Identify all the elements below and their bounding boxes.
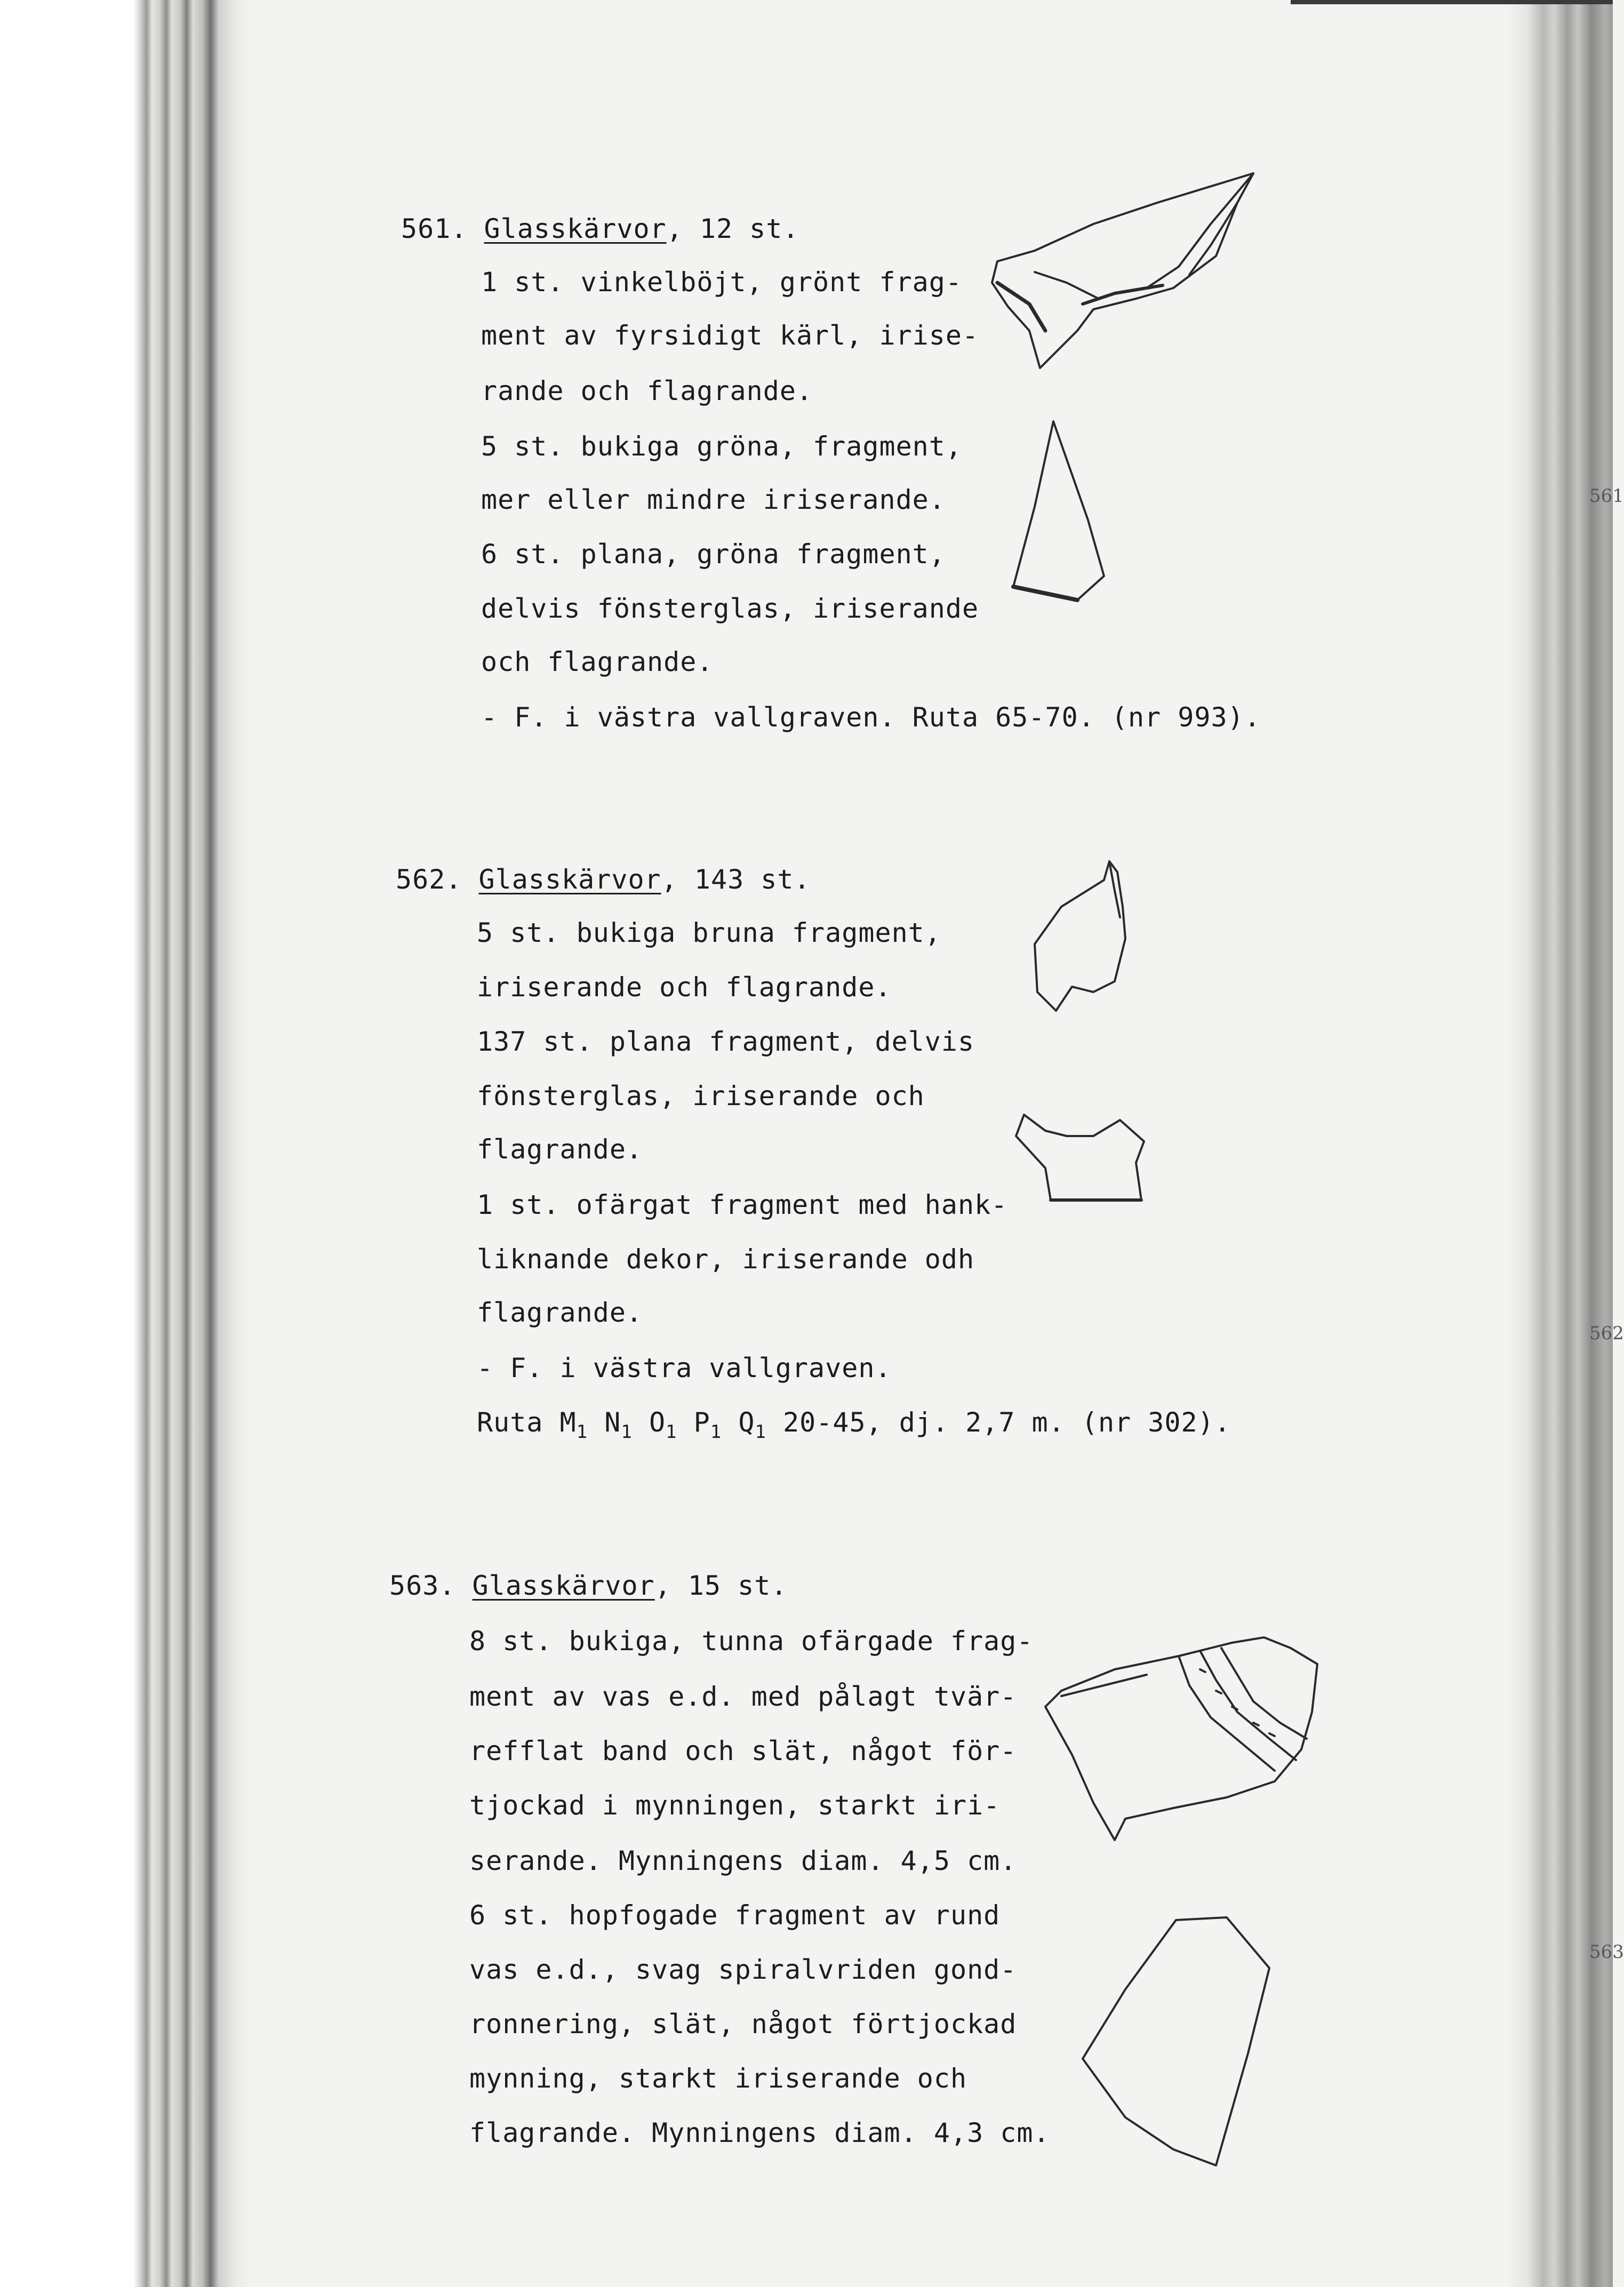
entry-text-line: ronnering, slät, något förtjockad bbox=[469, 2009, 1017, 2040]
entry-text-line: mer eller mindre iriserande. bbox=[481, 484, 946, 515]
entry-text-line: - F. i västra vallgraven. Ruta 65-70. (nr 993). bbox=[481, 702, 1261, 733]
book-page-stack bbox=[0, 0, 251, 2287]
entry-text-line: 1 st. ofärgat fragment med hank- bbox=[477, 1189, 1008, 1220]
entry-text-line: 8 st. bukiga, tunna ofärgade frag- bbox=[469, 1626, 1034, 1657]
entry-text-line: mynning, starkt iriserande och bbox=[469, 2063, 967, 2094]
entry-heading bbox=[396, 863, 811, 896]
glass-fragment-sketch bbox=[987, 171, 1264, 373]
entry-text-line: liknande dekor, iriserande odh bbox=[477, 1244, 975, 1275]
entry-text-line: refflat band och slät, något för- bbox=[469, 1736, 1017, 1766]
margin-mark-561: 561 bbox=[1589, 485, 1624, 507]
glass-fragment-sketch bbox=[1003, 416, 1120, 608]
ruta-square: $M_1$ bbox=[559, 1407, 588, 1443]
margin-mark-563: 563 bbox=[1589, 1941, 1624, 1963]
entry-text-line: tjockad i mynningen, starkt iri- bbox=[469, 1790, 1001, 1821]
ruta-square: $Q_1$ bbox=[738, 1407, 766, 1443]
entry-text-line: 1 st. vinkelböjt, grönt frag- bbox=[481, 267, 962, 298]
entry-text-line: flagrande. bbox=[477, 1134, 643, 1165]
entry-heading bbox=[401, 212, 799, 245]
entry-title: Glasskärvor bbox=[472, 1570, 655, 1601]
entry-text-line: ment av vas e.d. med pålagt tvär- bbox=[469, 1681, 1017, 1712]
glass-fragment-sketch bbox=[1013, 1109, 1152, 1211]
entry-text-line: fönsterglas, iriserande och bbox=[477, 1081, 925, 1111]
entry-text-line: 6 st. hopfogade fragment av rund bbox=[469, 1900, 1001, 1931]
ruta-square: $P_1$ bbox=[693, 1407, 722, 1443]
entry-text-line: vas e.d., svag spiralvriden gond- bbox=[469, 1954, 1017, 1985]
entry-text-line: flagrande. bbox=[477, 1297, 643, 1328]
entry-text-line: 5 st. bukiga gröna, fragment, bbox=[481, 431, 962, 462]
entry-number: 562. bbox=[396, 864, 462, 895]
margin-mark-562: 562 bbox=[1589, 1323, 1624, 1344]
entry-text-line: ment av fyrsidigt kärl, irise- bbox=[481, 320, 979, 351]
entry-text-line: - F. i västra vallgraven. bbox=[477, 1353, 892, 1384]
entry-number: 561. bbox=[401, 213, 468, 244]
ruta-line: Ruta $M_1$ $N_1$ $O_1$ $P_1$ $Q_1$ 20-45, dj. 2,7 m. (nr 302). bbox=[477, 1407, 1231, 1443]
entry-text-line: flagrande. Mynningens diam. 4,3 cm. bbox=[469, 2117, 1050, 2148]
glass-fragment-sketch bbox=[1029, 859, 1136, 1019]
entry-text-line: 137 st. plana fragment, delvis bbox=[477, 1026, 975, 1057]
entry-count: , 15 st. bbox=[654, 1570, 788, 1601]
entry-text-line: rande och flagrande. bbox=[481, 375, 813, 406]
entry-title: Glasskärvor bbox=[484, 213, 667, 244]
entry-text-line: serande. Mynningens diam. 4,5 cm. bbox=[469, 1845, 1017, 1876]
entry-title: Glasskärvor bbox=[478, 864, 661, 895]
entry-text-line: 5 st. bukiga bruna fragment, bbox=[477, 917, 941, 948]
ruta-square: $O_1$ bbox=[649, 1407, 677, 1443]
entry-text-line: och flagrande. bbox=[481, 646, 714, 677]
entry-text-line: delvis fönsterglas, iriserande bbox=[481, 593, 979, 624]
glass-fragment-sketch bbox=[1040, 1627, 1328, 1851]
top-edge-shadow bbox=[1291, 0, 1613, 4]
entry-number: 563. bbox=[389, 1570, 456, 1601]
entry-heading bbox=[389, 1569, 788, 1602]
glass-fragment-sketch bbox=[1077, 1915, 1275, 2171]
ruta-square: $N_1$ bbox=[604, 1407, 633, 1443]
entry-text-line: iriserande och flagrande. bbox=[477, 972, 892, 1003]
entry-count: , 12 st. bbox=[666, 213, 799, 244]
entry-count: , 143 st. bbox=[661, 864, 811, 895]
entry-text-line: 6 st. plana, gröna fragment, bbox=[481, 539, 946, 570]
